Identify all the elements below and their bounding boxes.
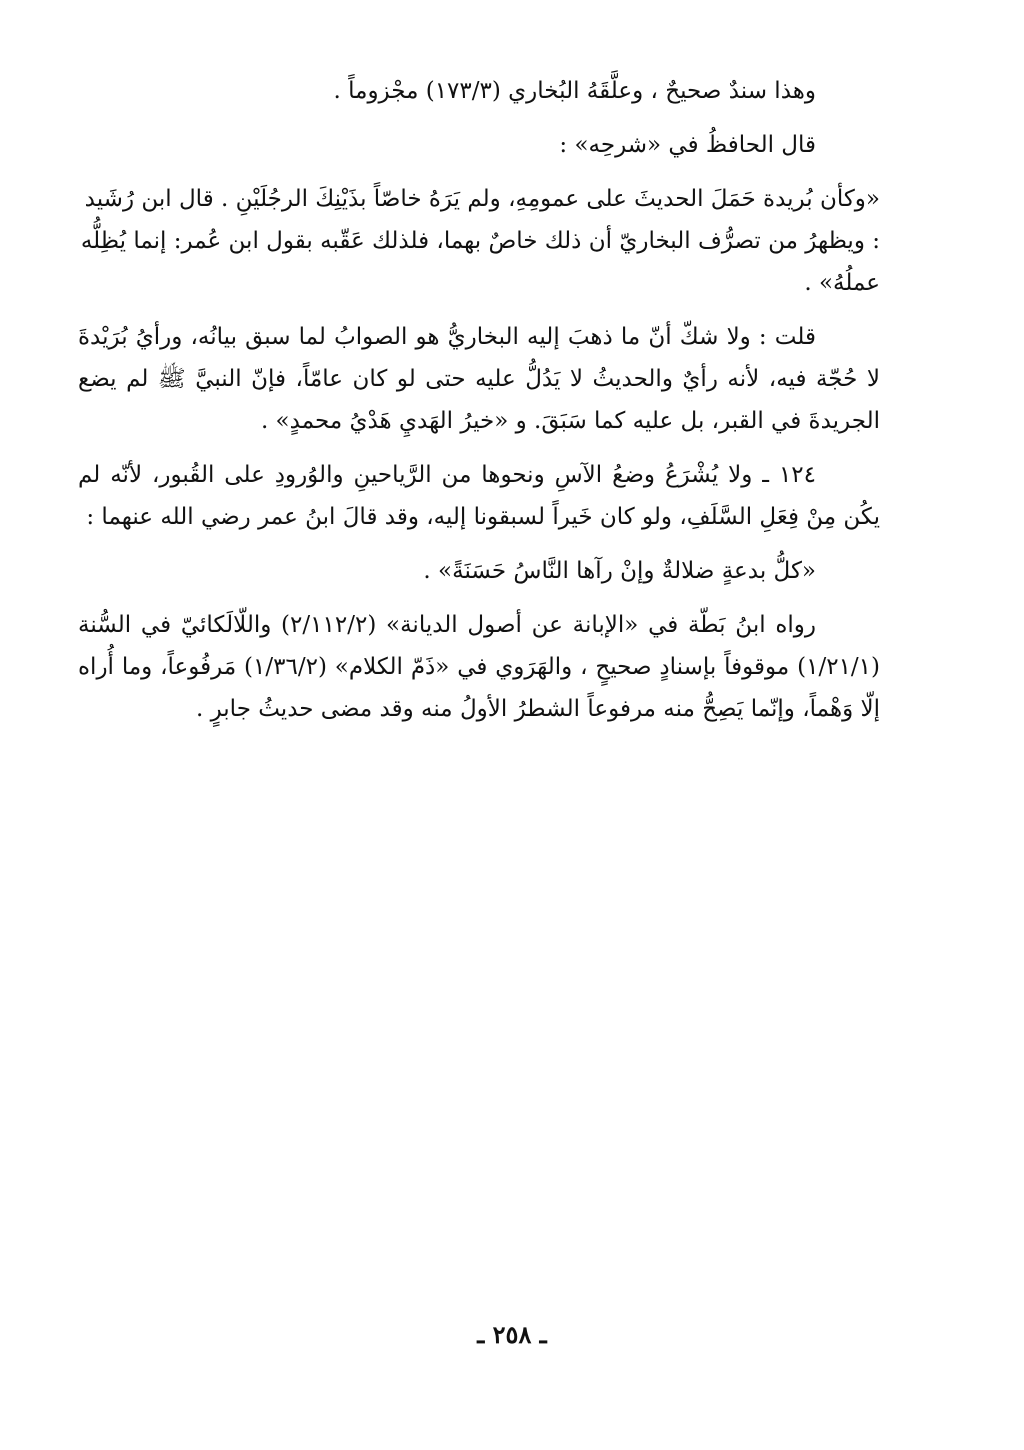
paragraph-item-124: ١٢٤ ـ ولا يُشْرَعُ وضعُ الآسِ ونحوها من الرَّياحينِ والوُرودِ على القُبور، لأنّه لم يكُن مِنْ فِعَلِ السَّلَفِ، ولو كان خَيراً لسبقونا إليه، وقد قالَ ابنُ عمر رضي الله عنهما : (78, 462, 880, 530)
paragraph-hafiz-quote: «وكأن بُريدة حَمَلَ الحديثَ على عمومِهِ، ولم يَرَهُ خاصّاً بذَيْنِكَ الرجُلَيْنِ . قال ابن رُشَيد : ويظهرُ من تصرُّف البخاريّ أن ذلك خاصٌ بهما، فلذلك عَقّبه بقول ابن عُمر: إنما يُظِلُّه عملُهُ» . (80, 186, 880, 296)
paragraph-isnad-note: وهذا سندٌ صحيحٌ ، وعلَّقَهُ البُخاري (١٧٣/٣) مجْزوماً . (333, 78, 816, 104)
paragraph-author-comment: قلت : ولا شكّ أنّ ما ذهبَ إليه البخاريُّ هو الصوابُ لما سبق بيانُه، ورأيُ بُرَيْدةَ لا حُجّة فيه، لأنه رأيٌ والحديثُ لا يَدُلُّ عليه حتى لو كان عامّاً، فإنّ النبيَّ ﷺ لم يضع الجريدةَ في القبر، بل عليه كما سَبَقَ. و «خيرُ الهَديِ هَدْيُ محمدٍ» . (78, 324, 880, 434)
paragraph-takhrij: رواه ابنُ بَطّة في «الإبانة عن أصول الديانة» (٢/١١٢/٢) واللّالَكائيّ في السُّنة (١/٢١/١) موقوفاً بإسنادٍ صحيحٍ ، والهَرَوي في «ذَمّ الكلام» (١/٣٦/٢) مَرفُوعاً، وما أُراه إلّا وَهْماً، وإنّما يَصِحُّ منه مرفوعاً الشطرُ الأولُ منه وقد مضى حديثُ جابرٍ . (78, 612, 881, 722)
paragraph-bidah-quote: «كلُّ بدعةٍ ضلالةٌ وإنْ رآها النَّاسُ حَسَنَةً» . (423, 558, 816, 584)
page-number: ـ ٢٥٨ ـ (477, 1320, 547, 1349)
main-text (78, 70, 880, 742)
paragraph-hafiz-intro: قال الحافظُ في «شرحِه» : (559, 132, 816, 158)
